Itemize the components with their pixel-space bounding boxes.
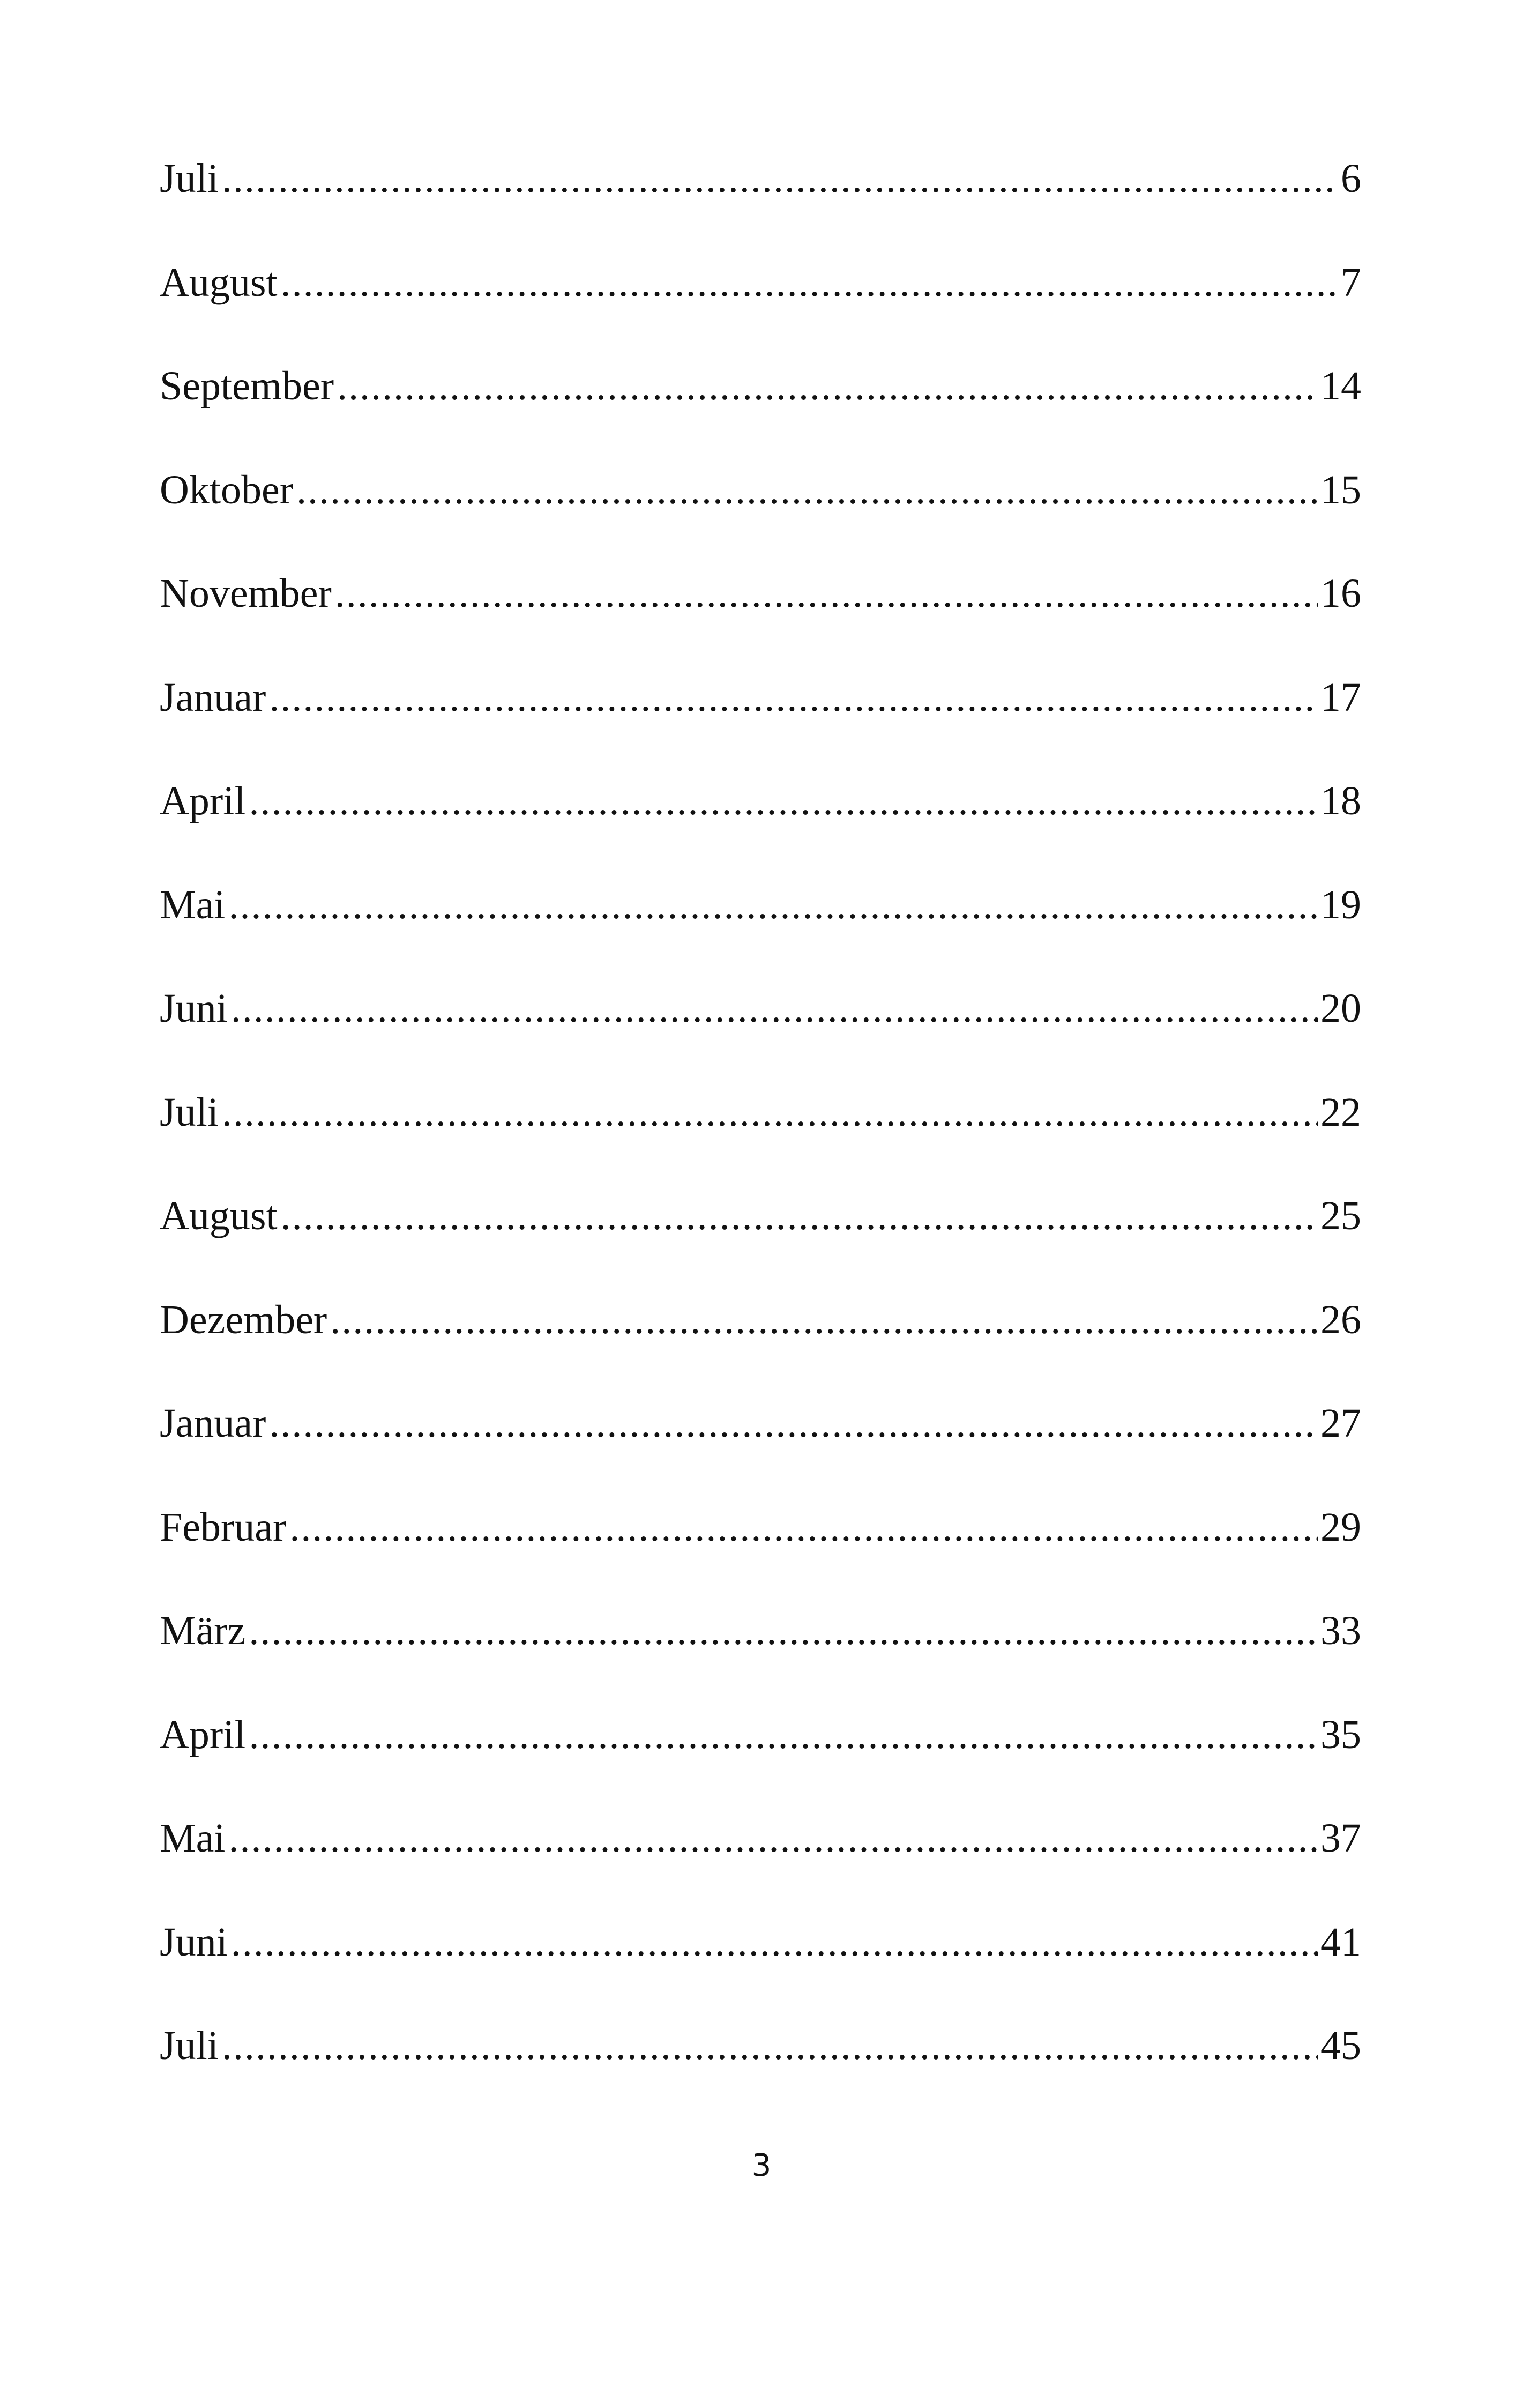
toc-entry-page: 41 bbox=[1320, 1919, 1361, 1965]
toc-entry-label: Mai bbox=[160, 882, 226, 927]
toc-entry-page: 18 bbox=[1320, 778, 1361, 823]
toc-entry-label: Februar bbox=[160, 1504, 287, 1550]
toc-entry[interactable] bbox=[160, 1195, 1361, 1299]
toc-entry[interactable] bbox=[160, 674, 1361, 781]
toc-entry-page: 7 bbox=[1341, 259, 1361, 305]
toc-dot-leader bbox=[228, 1818, 1318, 1859]
toc-entry-page: 45 bbox=[1320, 2023, 1361, 2068]
toc-dot-leader bbox=[330, 1299, 1318, 1340]
toc-entry[interactable] bbox=[160, 1403, 1361, 1507]
toc-entry[interactable] bbox=[160, 1818, 1361, 1922]
toc-entry[interactable] bbox=[160, 573, 1361, 677]
toc-entry-page: 14 bbox=[1320, 363, 1361, 408]
table-of-contents bbox=[160, 158, 1361, 2129]
toc-entry-label: Januar bbox=[160, 1401, 266, 1446]
toc-entry-label: November bbox=[160, 571, 332, 616]
toc-entry[interactable] bbox=[160, 2025, 1361, 2129]
toc-entry-label: Januar bbox=[160, 674, 266, 720]
toc-entry-page: 22 bbox=[1320, 1089, 1361, 1135]
toc-entry-page: 6 bbox=[1341, 156, 1361, 201]
toc-entry[interactable] bbox=[160, 1299, 1361, 1403]
toc-entry[interactable] bbox=[160, 1714, 1361, 1818]
toc-entry-label: Juni bbox=[160, 1919, 228, 1965]
toc-dot-leader bbox=[335, 573, 1318, 614]
toc-dot-leader bbox=[228, 885, 1318, 925]
toc-entry-page: 35 bbox=[1320, 1712, 1361, 1757]
toc-entry-label: April bbox=[160, 1712, 246, 1757]
toc-dot-leader bbox=[231, 988, 1318, 1029]
toc-entry-label: Dezember bbox=[160, 1297, 327, 1342]
toc-entry-label: August bbox=[160, 1193, 278, 1238]
toc-entry[interactable] bbox=[160, 1089, 1361, 1196]
toc-entry-label: März bbox=[160, 1608, 246, 1653]
toc-entry-page: 33 bbox=[1320, 1608, 1361, 1653]
toc-entry-page: 16 bbox=[1320, 571, 1361, 616]
toc-entry-label: Oktober bbox=[160, 467, 294, 512]
toc-entry-page: 20 bbox=[1320, 986, 1361, 1031]
page-number: 3 bbox=[751, 2147, 772, 2183]
toc-entry-label: Juli bbox=[160, 1089, 219, 1135]
toc-dot-leader bbox=[337, 366, 1318, 406]
toc-dot-leader bbox=[222, 158, 1339, 199]
toc-entry[interactable] bbox=[160, 1919, 1361, 2026]
toc-dot-leader bbox=[222, 1092, 1318, 1133]
toc-entry-label: Juli bbox=[160, 156, 219, 201]
toc-dot-leader bbox=[249, 1714, 1318, 1755]
toc-entry[interactable] bbox=[160, 363, 1361, 470]
toc-dot-leader bbox=[249, 1610, 1318, 1651]
toc-entry-page: 26 bbox=[1320, 1297, 1361, 1342]
toc-entry-label: August bbox=[160, 259, 278, 305]
toc-entry-label: April bbox=[160, 778, 246, 823]
toc-entry-label: Mai bbox=[160, 1816, 226, 1861]
toc-dot-leader bbox=[231, 1922, 1318, 1963]
toc-entry-label: Juli bbox=[160, 2023, 219, 2068]
toc-entry-label: Juni bbox=[160, 986, 228, 1031]
toc-entry[interactable] bbox=[160, 467, 1361, 574]
toc-dot-leader bbox=[296, 470, 1318, 510]
toc-entry-label: September bbox=[160, 363, 334, 408]
toc-entry-page: 37 bbox=[1320, 1816, 1361, 1861]
toc-entry-page: 25 bbox=[1320, 1193, 1361, 1238]
toc-dot-leader bbox=[249, 781, 1318, 821]
toc-entry-page: 19 bbox=[1320, 882, 1361, 927]
toc-entry[interactable] bbox=[160, 1610, 1361, 1714]
toc-entry-page: 17 bbox=[1320, 674, 1361, 720]
toc-dot-leader bbox=[281, 262, 1339, 303]
toc-dot-leader bbox=[289, 1507, 1318, 1548]
toc-entry[interactable] bbox=[160, 778, 1361, 885]
toc-dot-leader bbox=[269, 1403, 1318, 1444]
toc-entry-page: 27 bbox=[1320, 1401, 1361, 1446]
toc-dot-leader bbox=[222, 2025, 1318, 2066]
toc-entry[interactable] bbox=[160, 1504, 1361, 1611]
toc-entry-page: 15 bbox=[1320, 467, 1361, 512]
toc-entry[interactable] bbox=[160, 988, 1361, 1092]
toc-entry-page: 29 bbox=[1320, 1504, 1361, 1550]
toc-entry[interactable] bbox=[160, 158, 1361, 262]
toc-entry[interactable] bbox=[160, 882, 1361, 989]
toc-entry[interactable] bbox=[160, 259, 1361, 366]
toc-dot-leader bbox=[281, 1195, 1318, 1236]
toc-dot-leader bbox=[269, 677, 1318, 718]
